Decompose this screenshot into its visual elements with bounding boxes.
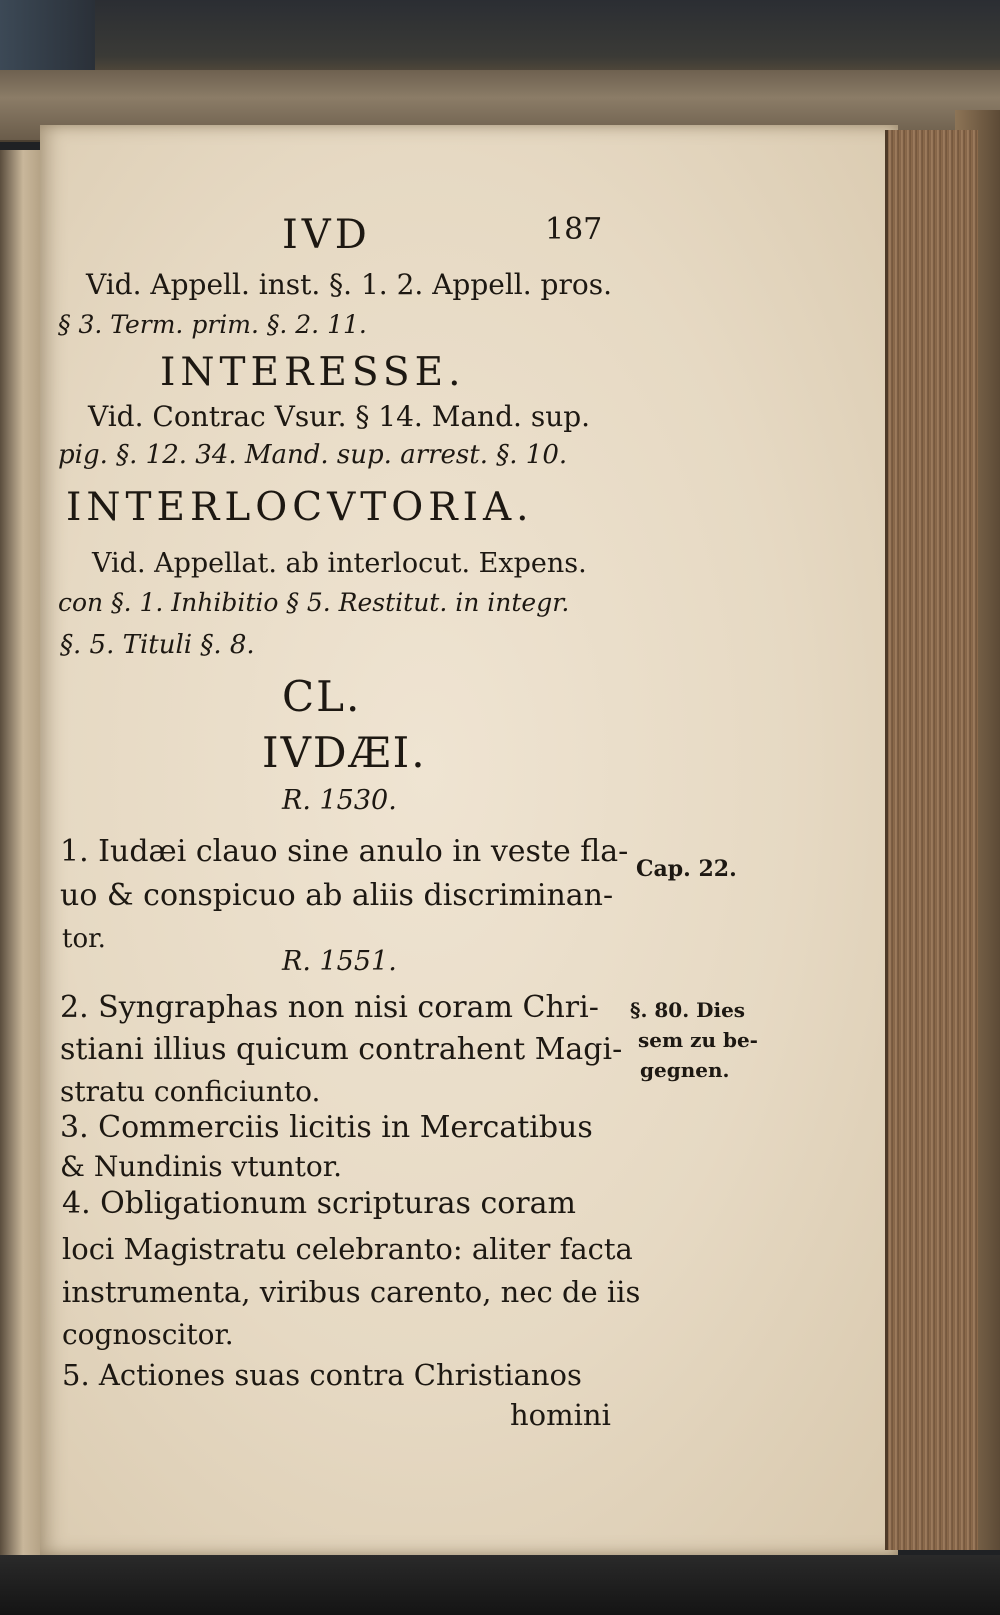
page-fore-edge bbox=[885, 130, 978, 1550]
text-line: 3. Commerciis licitis in Mercatibus bbox=[60, 1110, 593, 1145]
chapter-number: CL. bbox=[282, 672, 362, 721]
margin-note: §. 80. Dies bbox=[630, 998, 746, 1022]
text-line: Vid. Appellat. ab interlocut. Expens. bbox=[92, 548, 587, 579]
margin-note: gegnen. bbox=[640, 1058, 730, 1082]
page-number: 187 bbox=[545, 212, 603, 247]
text-line: stratu conficiunto. bbox=[60, 1075, 321, 1108]
text-line: 1. Iudæi clauo sine anulo in veste fla- bbox=[60, 834, 629, 869]
text-line: 5. Actiones suas contra Christianos bbox=[62, 1358, 582, 1392]
text-line: loci Magistratu celebranto: aliter facta bbox=[62, 1232, 633, 1266]
text-line: tor. bbox=[62, 924, 106, 954]
backdrop-top bbox=[0, 0, 1000, 80]
margin-note: Cap. 22. bbox=[636, 856, 737, 882]
text-line: §. 5. Tituli §. 8. bbox=[60, 630, 255, 660]
text-line: Vid. Appell. inst. §. 1. 2. Appell. pros. bbox=[86, 268, 612, 301]
text-line: stiani illius quicum contrahent Magi- bbox=[60, 1032, 623, 1067]
text-line: & Nundinis vtuntor. bbox=[60, 1150, 342, 1183]
text-line: con §. 1. Inhibitio § 5. Restitut. in integr. bbox=[58, 588, 570, 617]
section-heading: INTERESSE. bbox=[160, 350, 466, 395]
text-line: pig. §. 12. 34. Mand. sup. arrest. §. 10. bbox=[58, 440, 568, 470]
section-heading: IVDÆI. bbox=[262, 728, 427, 777]
year-reference: R. 1530. bbox=[282, 785, 397, 816]
text-line: Vid. Contrac Vsur. § 14. Mand. sup. bbox=[88, 400, 591, 433]
text-line: 2. Syngraphas non nisi coram Chri- bbox=[60, 990, 599, 1025]
text-line: cognoscitor. bbox=[62, 1318, 234, 1351]
backdrop-strip bbox=[0, 0, 95, 80]
text-line: § 3. Term. prim. §. 2. 11. bbox=[58, 310, 367, 339]
text-line: 4. Obligationum scripturas coram bbox=[62, 1186, 576, 1221]
running-head: IVD bbox=[282, 212, 371, 258]
year-reference: R. 1551. bbox=[282, 946, 397, 977]
margin-note: sem zu be- bbox=[638, 1028, 758, 1052]
bottom-shadow bbox=[0, 1555, 1000, 1615]
text-line: instrumenta, viribus carento, nec de iis bbox=[62, 1275, 641, 1309]
catchword: homini bbox=[510, 1398, 611, 1432]
text-line: uo & conspicuo ab aliis discriminan- bbox=[60, 878, 614, 913]
section-heading: INTERLOCVTORIA. bbox=[66, 485, 534, 530]
previous-page-edge bbox=[0, 150, 44, 1615]
